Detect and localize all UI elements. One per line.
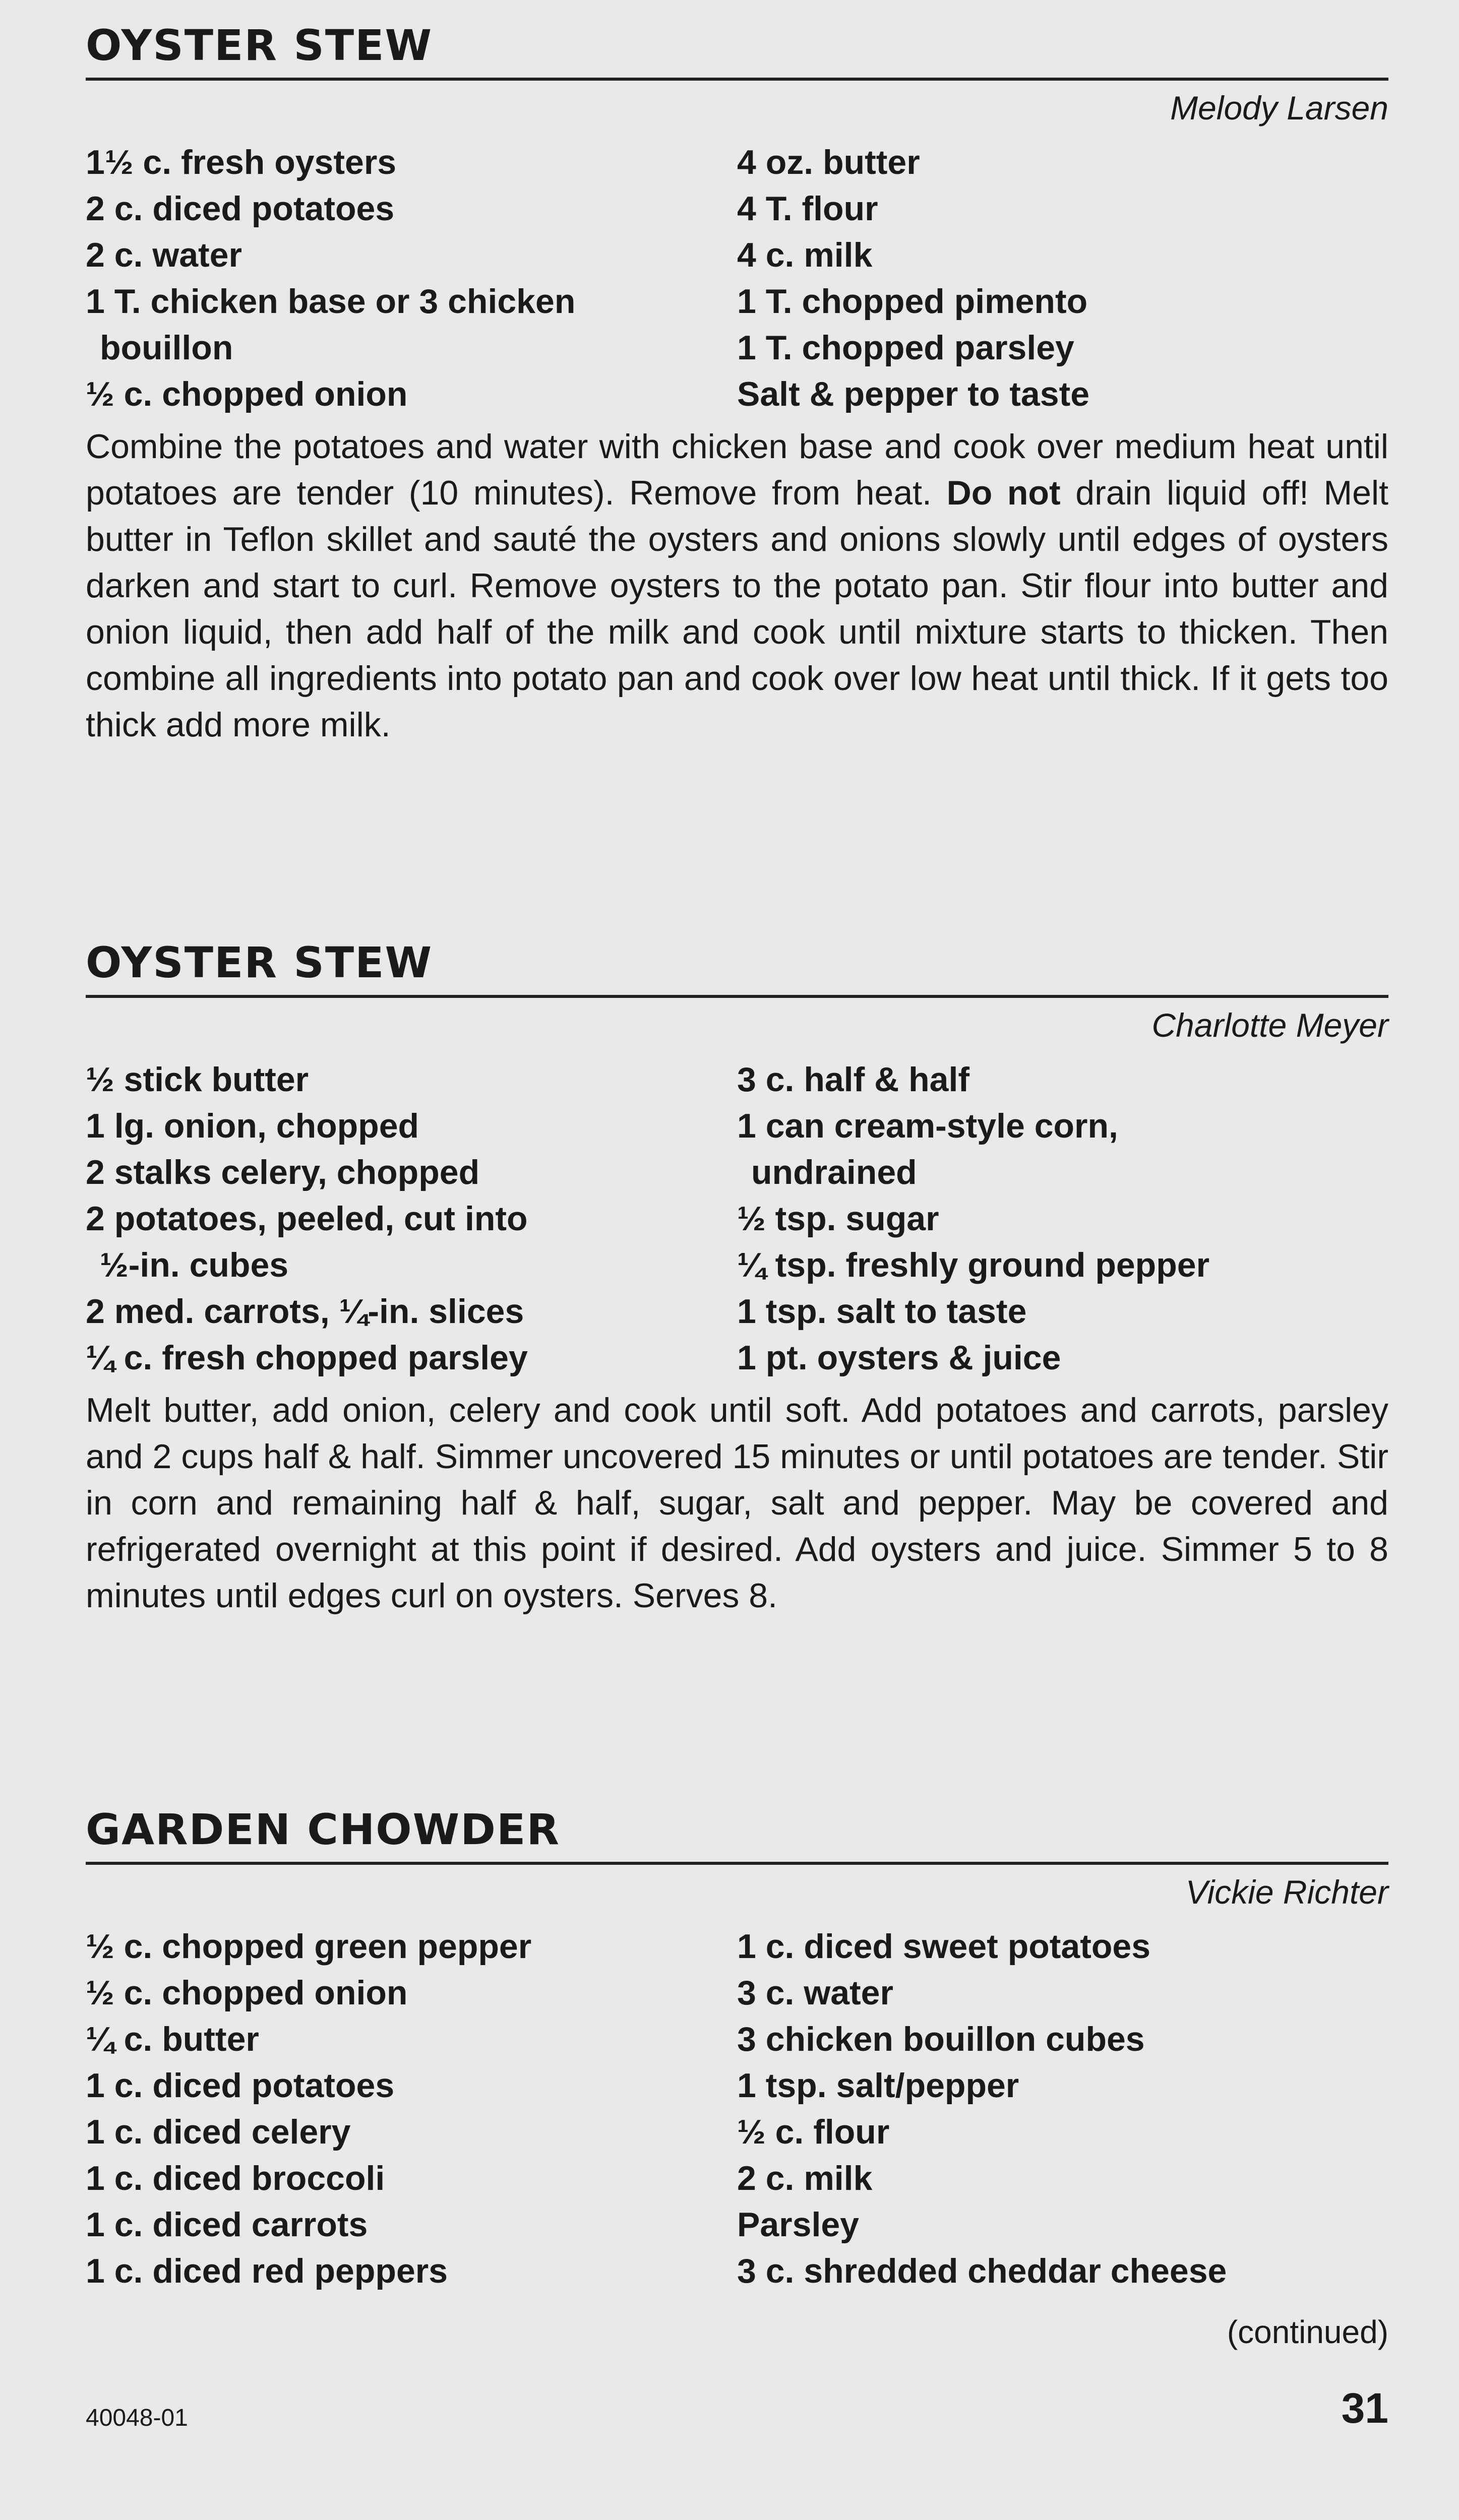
ingredient: 3 c. shredded cheddar cheese	[737, 2252, 1227, 2290]
ingredient: 3 chicken bouillon cubes	[737, 2020, 1145, 2058]
ingredient: 2 med. carrots, ¼-in. slices	[86, 1292, 524, 1331]
recipe-title: GARDEN CHOWDER	[86, 1805, 561, 1854]
ingredient-column-right	[737, 1923, 1388, 2294]
ingredient: 1 c. diced carrots	[86, 2206, 368, 2244]
title-rule	[86, 1862, 1388, 1865]
ingredient: 1 T. chopped parsley	[737, 329, 1074, 367]
ingredient: ¼ c. butter	[86, 2020, 259, 2058]
ingredient: 1 T. chicken base or 3 chicken	[86, 282, 576, 321]
ingredient: 4 c. milk	[737, 236, 873, 274]
ingredient: 1 c. diced celery	[86, 2113, 351, 2151]
ingredient-column-left	[86, 1923, 737, 2294]
ingredient: ¼ c. fresh chopped parsley	[86, 1339, 528, 1377]
recipe-author: Melody Larsen	[1170, 89, 1388, 127]
directions-text: drain liquid off! Melt butter in Teflon skillet and sauté the oysters and onions slowly until edges of oysters darken and start to curl. Remove oysters to the potato pan. Stir flour into butter and onion liquid, then add half of the milk and cook until mixture starts to thicken. Then combine all ingredients into potato pan and cook over low heat until thick. If it gets too thick add more milk.	[86, 474, 1388, 744]
ingredient: ½ stick butter	[86, 1060, 309, 1099]
ingredient: ¼ tsp. freshly ground pepper	[737, 1246, 1210, 1284]
ingredient: Parsley	[737, 2206, 859, 2244]
ingredient: ½ tsp. sugar	[737, 1200, 939, 1238]
directions-emphasis: Do not	[946, 474, 1061, 512]
ingredient-list	[86, 139, 1388, 417]
recipe-title: OYSTER STEW	[86, 938, 433, 987]
ingredient: 1 lg. onion, chopped	[86, 1107, 419, 1145]
ingredient: Salt & pepper to taste	[737, 375, 1090, 413]
ingredient: 1 pt. oysters & juice	[737, 1339, 1061, 1377]
ingredient: 2 c. milk	[737, 2159, 873, 2197]
recipe-oyster-stew-larsen	[86, 20, 1388, 782]
ingredient: 1 tsp. salt/pepper	[737, 2066, 1019, 2105]
ingredient: 2 stalks celery, chopped	[86, 1153, 480, 1191]
ingredient: ½ c. flour	[737, 2113, 890, 2151]
ingredient-column-left	[86, 1056, 737, 1381]
title-rule	[86, 995, 1388, 998]
directions-text: Combine the potatoes and water with chicken base and cook over medium heat until potatoes are tender (10 minutes). Remove from heat.	[86, 427, 1388, 512]
ingredient-column-right	[737, 1056, 1388, 1381]
recipe-oyster-stew-meyer	[86, 937, 1388, 1653]
recipe-author: Charlotte Meyer	[1151, 1006, 1388, 1044]
title-rule	[86, 78, 1388, 81]
ingredient: 1 tsp. salt to taste	[737, 1292, 1027, 1331]
ingredient: ½ c. chopped green pepper	[86, 1927, 532, 1966]
ingredient-list	[86, 1056, 1388, 1381]
ingredient: ½ c. chopped onion	[86, 1974, 408, 2012]
ingredient-column-left	[86, 139, 737, 417]
recipe-author: Vickie Richter	[1185, 1873, 1388, 1911]
ingredient: 1 c. diced broccoli	[86, 2159, 385, 2197]
ingredient: 3 c. half & half	[737, 1060, 969, 1099]
ingredient: 4 T. flour	[737, 190, 878, 228]
ingredient: 3 c. water	[737, 1974, 893, 2012]
ingredient-column-right	[737, 139, 1388, 417]
recipe-directions	[86, 423, 1388, 748]
ingredient: ½ c. chopped onion	[86, 375, 408, 413]
ingredient-list	[86, 1923, 1388, 2294]
continued-note: (continued)	[1227, 2314, 1388, 2350]
recipe-title: OYSTER STEW	[86, 21, 433, 70]
ingredient: 4 oz. butter	[737, 143, 920, 181]
ingredient: 1 c. diced red peppers	[86, 2252, 448, 2290]
ingredient: undrained	[751, 1153, 917, 1191]
ingredient: 1½ c. fresh oysters	[86, 143, 397, 181]
recipe-garden-chowder	[86, 1804, 1388, 2294]
ingredient: 2 c. diced potatoes	[86, 190, 395, 228]
ingredient: 1 c. diced sweet potatoes	[737, 1927, 1151, 1966]
ingredient: 1 c. diced potatoes	[86, 2066, 395, 2105]
ingredient: bouillon	[100, 329, 233, 367]
ingredient: 2 potatoes, peeled, cut into	[86, 1200, 528, 1238]
ingredient: 2 c. water	[86, 236, 242, 274]
page-number: 31	[1341, 2384, 1388, 2432]
ingredient: 1 T. chopped pimento	[737, 282, 1088, 321]
ingredient: 1 can cream-style corn,	[737, 1107, 1118, 1145]
recipe-directions: Melt butter, add onion, celery and cook until soft. Add potatoes and carrots, parsley and 2 cups half & half. Simmer uncovered 15 minutes or until potatoes are tender. Stir in corn and remaining half & half, sugar, salt and pepper. May be covered and refrigerated overnight at this point if desired. Add oysters and juice. Simmer 5 to 8 minutes until edges curl on oysters. Serves 8.	[86, 1391, 1388, 1615]
footer-code: 40048-01	[86, 2405, 188, 2431]
ingredient: ½-in. cubes	[100, 1246, 289, 1284]
